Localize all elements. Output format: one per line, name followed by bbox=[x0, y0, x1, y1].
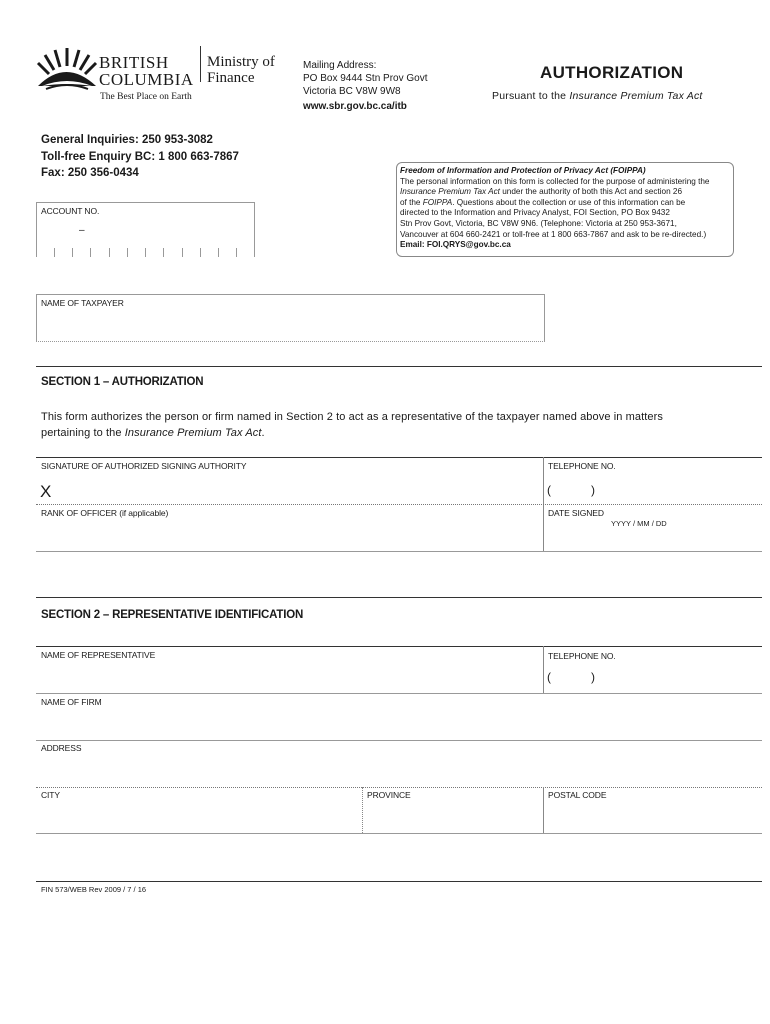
foippa-line6: Vancouver at 604 660-2421 or toll-free at 1 800 663-7867 and ask to be re-directed.) bbox=[400, 229, 707, 239]
address-label: ADDRESS bbox=[41, 743, 82, 753]
body-line2-pre: pertaining to the bbox=[41, 427, 125, 439]
section2-rule bbox=[36, 597, 762, 598]
firm-top-rule bbox=[36, 693, 762, 694]
province-label: PROVINCE bbox=[367, 790, 411, 800]
account-separator: – bbox=[79, 225, 85, 236]
website-link[interactable]: www.sbr.gov.bc.ca/itb bbox=[303, 101, 407, 112]
foippa-line2-rest: under the authority of both this Act and section 26 bbox=[499, 187, 683, 197]
foippa-heading: Freedom of Information and Protection of Privacy Act (FOIPPA) bbox=[400, 166, 646, 175]
foippa-line3 bbox=[400, 198, 733, 209]
foippa-act: Insurance Premium Tax Act bbox=[400, 187, 500, 197]
digit-tick bbox=[127, 248, 128, 257]
rep-column-divider bbox=[543, 646, 544, 693]
foippa-email[interactable]: Email: FOI.QRYS@gov.bc.ca bbox=[400, 240, 511, 250]
mailing-address bbox=[303, 59, 428, 113]
ministry-line1: Ministry of bbox=[207, 54, 275, 70]
mailing-label: Mailing Address: bbox=[303, 60, 377, 71]
signature-label: SIGNATURE OF AUTHORIZED SIGNING AUTHORITY bbox=[41, 461, 247, 471]
digit-tick bbox=[145, 248, 146, 257]
digit-tick bbox=[182, 248, 183, 257]
form-id: FIN 573/WEB Rev 2009 / 7 / 16 bbox=[41, 885, 147, 894]
taxpayer-name-label: NAME OF TAXPAYER bbox=[41, 298, 124, 308]
digit-tick bbox=[72, 248, 73, 257]
logo-columbia: COLUMBIA bbox=[99, 70, 194, 89]
province-postal-divider bbox=[543, 787, 544, 833]
section2-bottom-rule bbox=[36, 833, 762, 834]
address-top-rule bbox=[36, 740, 762, 741]
city-label: CITY bbox=[41, 790, 60, 800]
date-format-hint: YYYY / MM / DD bbox=[611, 519, 667, 528]
section1-description bbox=[41, 409, 741, 441]
mailing-line1: PO Box 9444 Stn Prov Govt bbox=[303, 73, 428, 84]
fax-number: Fax: 250 356-0434 bbox=[41, 167, 139, 179]
signature-bottom-rule bbox=[36, 504, 762, 505]
foippa-line5: Stn Prov Govt, Victoria, BC V8W 9N6. (Telephone: Victoria at 250 953-3671, bbox=[400, 218, 677, 228]
foippa-line1: The personal information on this form is collected for the purpose of administering the bbox=[400, 176, 710, 186]
bc-government-logo bbox=[36, 44, 276, 106]
subtitle-prefix: Pursuant to the bbox=[492, 90, 570, 102]
telephone-area-code-s2: ( ) bbox=[547, 670, 595, 684]
digit-tick bbox=[218, 248, 219, 257]
form-title: AUTHORIZATION bbox=[540, 63, 684, 82]
form-subtitle bbox=[492, 90, 703, 102]
body-line2-end: . bbox=[261, 427, 265, 439]
footer-rule bbox=[36, 881, 762, 882]
ministry-line2: Finance bbox=[207, 70, 255, 86]
foippa-line3-pre: of the bbox=[400, 197, 423, 207]
account-number-label: ACCOUNT NO. bbox=[41, 206, 100, 216]
foippa-notice bbox=[396, 162, 734, 257]
foippa-line3-rest: . Questions about the collection or use of this information can be bbox=[452, 197, 686, 207]
section1-heading: SECTION 1 – AUTHORIZATION bbox=[41, 376, 204, 388]
foippa-abbrev: FOIPPA bbox=[422, 197, 453, 207]
date-signed-label: DATE SIGNED bbox=[548, 508, 604, 518]
rep-top-rule bbox=[36, 646, 762, 647]
rank-label: RANK OF OFFICER (if applicable) bbox=[41, 508, 169, 518]
tollfree-inquiries: Toll-free Enquiry BC: 1 800 663-7867 bbox=[41, 150, 239, 163]
body-line2-act: Insurance Premium Tax Act bbox=[124, 427, 262, 439]
telephone-label-s2: TELEPHONE NO. bbox=[548, 651, 616, 661]
city-province-divider bbox=[362, 787, 363, 833]
sunset-logo-icon bbox=[36, 46, 98, 92]
section1-body-line2 bbox=[41, 425, 741, 441]
logo-british: BRITISH bbox=[99, 53, 169, 72]
postal-code-label: POSTAL CODE bbox=[548, 790, 607, 800]
taxpayer-name-field[interactable] bbox=[36, 294, 545, 342]
logo-tagline: The Best Place on Earth bbox=[100, 92, 192, 102]
signature-x-mark: X bbox=[40, 482, 52, 501]
section1-bottom-rule bbox=[36, 551, 762, 552]
logo-divider bbox=[200, 46, 201, 82]
foippa-line2 bbox=[400, 187, 733, 198]
foippa-line4: directed to the Information and Privacy Analyst, FOI Section, PO Box 9432 bbox=[400, 208, 670, 218]
general-inquiries: General Inquiries: 250 953-3082 bbox=[41, 134, 213, 146]
digit-tick bbox=[109, 248, 110, 257]
inquiry-info bbox=[41, 132, 239, 182]
signature-top-rule bbox=[36, 457, 762, 458]
section1-rule bbox=[36, 366, 762, 367]
account-digit-ticks bbox=[36, 248, 255, 257]
city-top-rule bbox=[36, 787, 762, 788]
mailing-line2: Victoria BC V8W 9W8 bbox=[303, 86, 401, 97]
rep-name-label: NAME OF REPRESENTATIVE bbox=[41, 650, 156, 660]
telephone-area-code-s1: ( ) bbox=[547, 483, 595, 497]
digit-tick bbox=[90, 248, 91, 257]
section2-heading: SECTION 2 – REPRESENTATIVE IDENTIFICATION bbox=[41, 609, 304, 621]
telephone-label-s1: TELEPHONE NO. bbox=[548, 461, 616, 471]
section1-body-line1: This form authorizes the person or firm named in Section 2 to act as a representative of the taxpayer named above in matters bbox=[41, 411, 663, 423]
digit-tick bbox=[236, 248, 237, 257]
digit-tick bbox=[54, 248, 55, 257]
subtitle-act: Insurance Premium Tax Act bbox=[569, 90, 703, 102]
firm-name-label: NAME OF FIRM bbox=[41, 697, 102, 707]
digit-tick bbox=[200, 248, 201, 257]
digit-tick bbox=[163, 248, 164, 257]
